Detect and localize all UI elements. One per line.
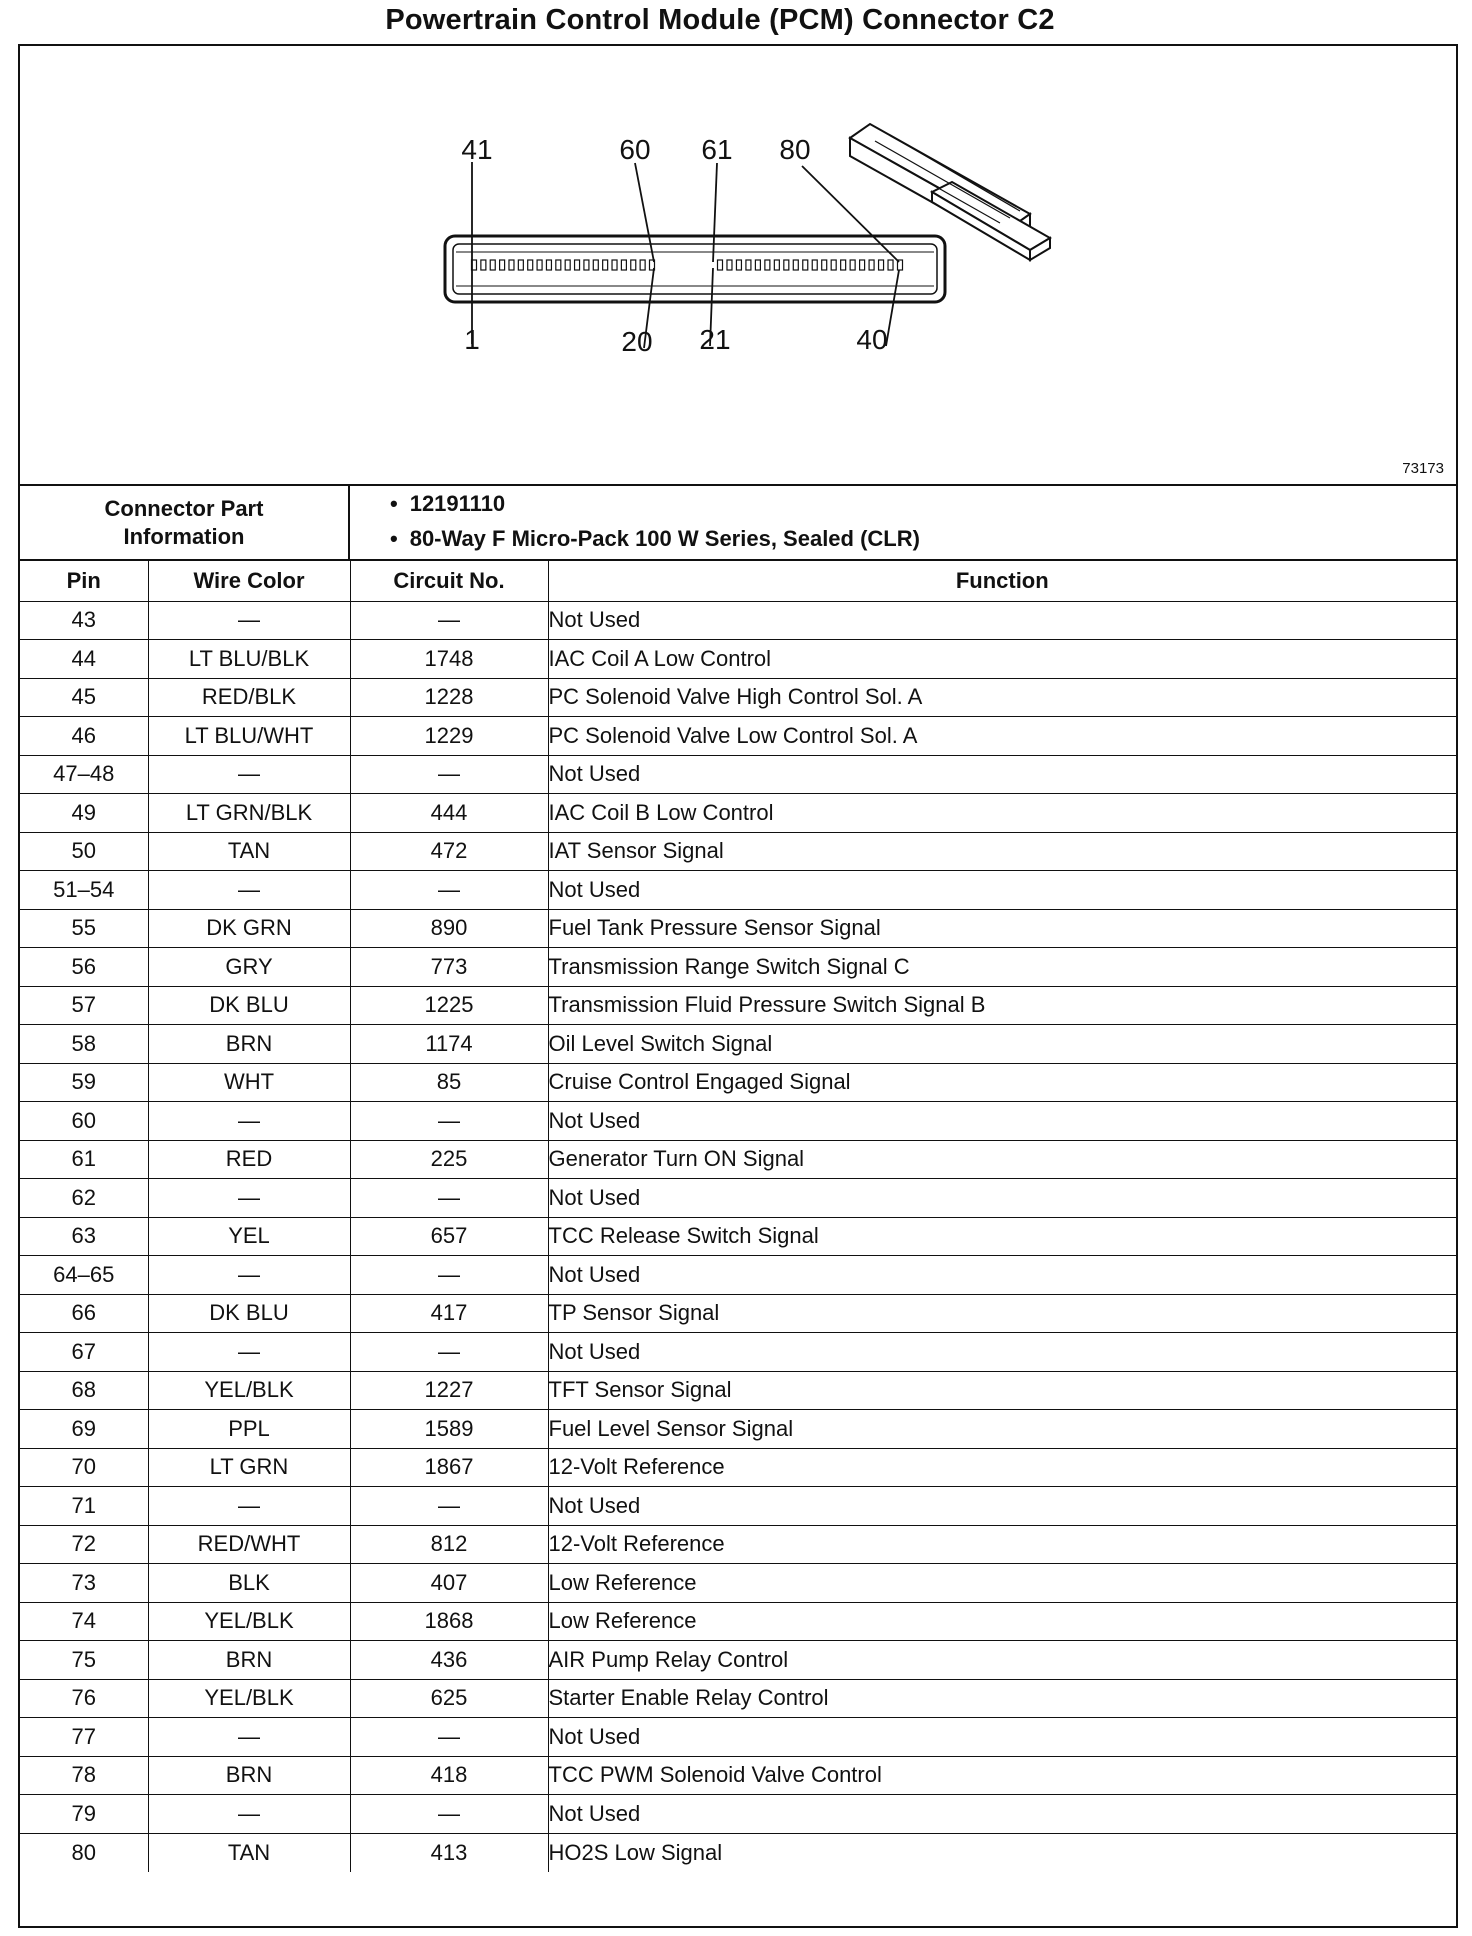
function-cell: Oil Level Switch Signal (548, 1025, 1456, 1064)
connector-pin (727, 260, 732, 270)
connector-pin (765, 260, 770, 270)
connector-pin (584, 260, 589, 270)
circuit-no-cell: 413 (350, 1833, 548, 1872)
wire-color-cell: — (148, 1333, 350, 1372)
circuit-no-cell: — (350, 1102, 548, 1141)
wire-color-cell: — (148, 1487, 350, 1526)
table-row (20, 1564, 1456, 1603)
function-cell: Generator Turn ON Signal (548, 1140, 1456, 1179)
pin-cell: 49 (20, 794, 148, 833)
function-cell: PC Solenoid Valve High Control Sol. A (548, 678, 1456, 717)
circuit-no-cell: 418 (350, 1756, 548, 1795)
connector-drawing (20, 46, 1456, 484)
pin-cell: 75 (20, 1641, 148, 1680)
table-row (20, 1102, 1456, 1141)
wire-color-cell: — (148, 1102, 350, 1141)
function-cell: Not Used (548, 1487, 1456, 1526)
circuit-no-cell: 444 (350, 794, 548, 833)
function-cell: HO2S Low Signal (548, 1833, 1456, 1872)
connector-pin (528, 260, 533, 270)
function-cell: Not Used (548, 1256, 1456, 1295)
pin-label-21: 21 (699, 324, 731, 355)
table-row (20, 1179, 1456, 1218)
connector-pin (793, 260, 798, 270)
pin-cell: 66 (20, 1294, 148, 1333)
connector-pin (718, 260, 723, 270)
function-cell: Not Used (548, 755, 1456, 794)
function-cell: Low Reference (548, 1564, 1456, 1603)
wire-color-cell: TAN (148, 1833, 350, 1872)
connector-pin (621, 260, 626, 270)
circuit-no-cell: — (350, 755, 548, 794)
wire-color-cell: — (148, 1256, 350, 1295)
connector-pin (746, 260, 751, 270)
table-row (20, 1448, 1456, 1487)
connector-pin (812, 260, 817, 270)
table-row (20, 1333, 1456, 1372)
table-row (20, 1487, 1456, 1526)
connector-pin (774, 260, 779, 270)
circuit-no-cell: 812 (350, 1525, 548, 1564)
pin-cell: 61 (20, 1140, 148, 1179)
pin-cell: 71 (20, 1487, 148, 1526)
circuit-no-cell: — (350, 601, 548, 640)
pin-cell: 44 (20, 640, 148, 679)
function-cell: IAC Coil A Low Control (548, 640, 1456, 679)
circuit-no-cell: 1229 (350, 717, 548, 756)
figure-reference-code: 73173 (1402, 460, 1444, 477)
circuit-no-cell: 625 (350, 1679, 548, 1718)
wire-color-cell: DK BLU (148, 1294, 350, 1333)
circuit-no-cell: — (350, 1333, 548, 1372)
function-cell: Cruise Control Engaged Signal (548, 1063, 1456, 1102)
circuit-no-cell: 890 (350, 909, 548, 948)
connector-part-information (20, 486, 1456, 561)
table-row (20, 986, 1456, 1025)
wire-color-cell: YEL/BLK (148, 1602, 350, 1641)
table-row (20, 755, 1456, 794)
wire-color-cell: TAN (148, 832, 350, 871)
pin-cell: 55 (20, 909, 148, 948)
table-row (20, 1641, 1456, 1680)
table-row (20, 1294, 1456, 1333)
circuit-no-cell: 407 (350, 1564, 548, 1603)
connector-pin (490, 260, 495, 270)
function-cell: Not Used (548, 601, 1456, 640)
circuit-no-cell: 1174 (350, 1025, 548, 1064)
pin-cell: 46 (20, 717, 148, 756)
pin-label-80: 80 (779, 134, 811, 165)
wire-color-cell: RED (148, 1140, 350, 1179)
pin-cell: 45 (20, 678, 148, 717)
wire-color-cell: RED/BLK (148, 678, 350, 717)
function-cell: AIR Pump Relay Control (548, 1641, 1456, 1680)
wire-color-cell: BRN (148, 1756, 350, 1795)
circuit-no-cell: 85 (350, 1063, 548, 1102)
table-row (20, 1063, 1456, 1102)
table-row (20, 1756, 1456, 1795)
table-row (20, 1602, 1456, 1641)
table-row (20, 1718, 1456, 1757)
wire-color-cell: — (148, 1718, 350, 1757)
circuit-no-cell: 1228 (350, 678, 548, 717)
function-cell: TCC PWM Solenoid Valve Control (548, 1756, 1456, 1795)
function-cell: Not Used (548, 1102, 1456, 1141)
circuit-no-cell: 657 (350, 1217, 548, 1256)
table-row (20, 1140, 1456, 1179)
header-circuit-no: Circuit No. (350, 561, 548, 601)
connector-pin (575, 260, 580, 270)
pin-label-40: 40 (856, 324, 888, 355)
table-row (20, 640, 1456, 679)
connector-pin (546, 260, 551, 270)
part-description: • 80-Way F Micro-Pack 100 W Series, Sealed (CLR) (390, 521, 1456, 556)
table-row (20, 1371, 1456, 1410)
pin-cell: 67 (20, 1333, 148, 1372)
header-pin: Pin (20, 561, 148, 601)
wire-color-cell: DK GRN (148, 909, 350, 948)
pin-cell: 69 (20, 1410, 148, 1449)
connector-pin (755, 260, 760, 270)
circuit-no-cell: 225 (350, 1140, 548, 1179)
wire-color-cell: BRN (148, 1025, 350, 1064)
connector-pin (822, 260, 827, 270)
pin-cell: 70 (20, 1448, 148, 1487)
circuit-no-cell: 1225 (350, 986, 548, 1025)
function-cell: Starter Enable Relay Control (548, 1679, 1456, 1718)
part-info-items (350, 486, 1456, 559)
connector-pin (509, 260, 514, 270)
connector-pin (888, 260, 893, 270)
wire-color-cell: LT BLU/WHT (148, 717, 350, 756)
pin-cell: 73 (20, 1564, 148, 1603)
function-cell: Not Used (548, 1179, 1456, 1218)
page-title: Powertrain Control Module (PCM) Connector C2 (385, 4, 1055, 36)
table-row (20, 948, 1456, 987)
pin-label-61: 61 (701, 134, 733, 165)
function-cell: PC Solenoid Valve Low Control Sol. A (548, 717, 1456, 756)
circuit-no-cell: — (350, 1179, 548, 1218)
wire-color-cell: — (148, 1795, 350, 1834)
wire-color-cell: — (148, 871, 350, 910)
wire-color-cell: YEL/BLK (148, 1679, 350, 1718)
circuit-no-cell: 1868 (350, 1602, 548, 1641)
circuit-no-cell: 417 (350, 1294, 548, 1333)
function-cell: IAC Coil B Low Control (548, 794, 1456, 833)
header-wire-color: Wire Color (148, 561, 350, 601)
table-row (20, 909, 1456, 948)
table-row (20, 1795, 1456, 1834)
connector-pin (500, 260, 505, 270)
circuit-no-cell: — (350, 1256, 548, 1295)
pin-cell: 57 (20, 986, 148, 1025)
circuit-no-cell: 1227 (350, 1371, 548, 1410)
pin-cell: 60 (20, 1102, 148, 1141)
part-info-label-text: Connector Part Information (104, 495, 264, 549)
table-row (20, 794, 1456, 833)
wire-color-cell: LT BLU/BLK (148, 640, 350, 679)
wire-color-cell: — (148, 601, 350, 640)
wire-color-cell: YEL/BLK (148, 1371, 350, 1410)
part-info-label (20, 486, 350, 559)
pin-cell: 79 (20, 1795, 148, 1834)
connector-pin (593, 260, 598, 270)
pin-cell: 78 (20, 1756, 148, 1795)
table-row (20, 1410, 1456, 1449)
connector-pin (631, 260, 636, 270)
pin-cell: 72 (20, 1525, 148, 1564)
pin-cell: 80 (20, 1833, 148, 1872)
function-cell: Low Reference (548, 1602, 1456, 1641)
pin-cell: 64–65 (20, 1256, 148, 1295)
function-cell: TCC Release Switch Signal (548, 1217, 1456, 1256)
pin-cell: 62 (20, 1179, 148, 1218)
wire-color-cell: GRY (148, 948, 350, 987)
function-cell: Transmission Range Switch Signal C (548, 948, 1456, 987)
wire-color-cell: YEL (148, 1217, 350, 1256)
function-cell: 12-Volt Reference (548, 1448, 1456, 1487)
connector-diagram (20, 46, 1456, 486)
part-number: • 12191110 (390, 486, 1456, 521)
circuit-no-cell: 773 (350, 948, 548, 987)
pin-table (20, 561, 1456, 1872)
connector-pin (603, 260, 608, 270)
circuit-no-cell: 472 (350, 832, 548, 871)
table-row (20, 678, 1456, 717)
function-cell: Fuel Level Sensor Signal (548, 1410, 1456, 1449)
pin-cell: 47–48 (20, 755, 148, 794)
wire-color-cell: LT GRN (148, 1448, 350, 1487)
function-cell: IAT Sensor Signal (548, 832, 1456, 871)
function-cell: Fuel Tank Pressure Sensor Signal (548, 909, 1456, 948)
header-function: Function (548, 561, 1456, 601)
pin-cell: 51–54 (20, 871, 148, 910)
connector-pin (803, 260, 808, 270)
table-row (20, 871, 1456, 910)
wire-color-cell: LT GRN/BLK (148, 794, 350, 833)
connector-pin (879, 260, 884, 270)
table-row (20, 1525, 1456, 1564)
connector-pin (850, 260, 855, 270)
pin-cell: 43 (20, 601, 148, 640)
function-cell: TFT Sensor Signal (548, 1371, 1456, 1410)
table-row (20, 601, 1456, 640)
table-row (20, 832, 1456, 871)
connector-pin (537, 260, 542, 270)
pin-cell: 76 (20, 1679, 148, 1718)
function-cell: Not Used (548, 871, 1456, 910)
wire-color-cell: DK BLU (148, 986, 350, 1025)
pin-cell: 58 (20, 1025, 148, 1064)
pin-cell: 56 (20, 948, 148, 987)
wire-color-cell: — (148, 1179, 350, 1218)
circuit-no-cell: — (350, 1795, 548, 1834)
circuit-no-cell: 1589 (350, 1410, 548, 1449)
circuit-no-cell: 436 (350, 1641, 548, 1680)
table-row (20, 1025, 1456, 1064)
connector-pin (831, 260, 836, 270)
pin-table-header (20, 561, 1456, 601)
pin-cell: 59 (20, 1063, 148, 1102)
circuit-no-cell: 1867 (350, 1448, 548, 1487)
connector-pin (565, 260, 570, 270)
function-cell: TP Sensor Signal (548, 1294, 1456, 1333)
circuit-no-cell: — (350, 1487, 548, 1526)
pin-cell: 77 (20, 1718, 148, 1757)
circuit-no-cell: — (350, 871, 548, 910)
pin-label-41: 41 (461, 134, 493, 165)
table-row (20, 717, 1456, 756)
connector-pin (518, 260, 523, 270)
connector-pin (869, 260, 874, 270)
pin-cell: 63 (20, 1217, 148, 1256)
wire-color-cell: WHT (148, 1063, 350, 1102)
connector-pin (481, 260, 486, 270)
circuit-no-cell: — (350, 1718, 548, 1757)
table-row (20, 1833, 1456, 1872)
circuit-no-cell: 1748 (350, 640, 548, 679)
connector-pin (556, 260, 561, 270)
pin-cell: 50 (20, 832, 148, 871)
connector-pin (640, 260, 645, 270)
pin-label-60: 60 (619, 134, 651, 165)
connector-pin (841, 260, 846, 270)
wire-color-cell: — (148, 755, 350, 794)
connector-pin (784, 260, 789, 270)
table-row (20, 1256, 1456, 1295)
wire-color-cell: PPL (148, 1410, 350, 1449)
pin-cell: 74 (20, 1602, 148, 1641)
connector-frame (18, 44, 1458, 1928)
connector-pin (860, 260, 865, 270)
wire-color-cell: BLK (148, 1564, 350, 1603)
function-cell: Not Used (548, 1333, 1456, 1372)
pin-label-1: 1 (464, 324, 480, 355)
connector-pin (612, 260, 617, 270)
function-cell: Not Used (548, 1718, 1456, 1757)
connector-pin (736, 260, 741, 270)
wire-color-cell: RED/WHT (148, 1525, 350, 1564)
pin-label-20: 20 (621, 326, 653, 357)
pin-cell: 68 (20, 1371, 148, 1410)
function-cell: Not Used (548, 1795, 1456, 1834)
function-cell: Transmission Fluid Pressure Switch Signal B (548, 986, 1456, 1025)
table-row (20, 1217, 1456, 1256)
wire-color-cell: BRN (148, 1641, 350, 1680)
function-cell: 12-Volt Reference (548, 1525, 1456, 1564)
table-row (20, 1679, 1456, 1718)
